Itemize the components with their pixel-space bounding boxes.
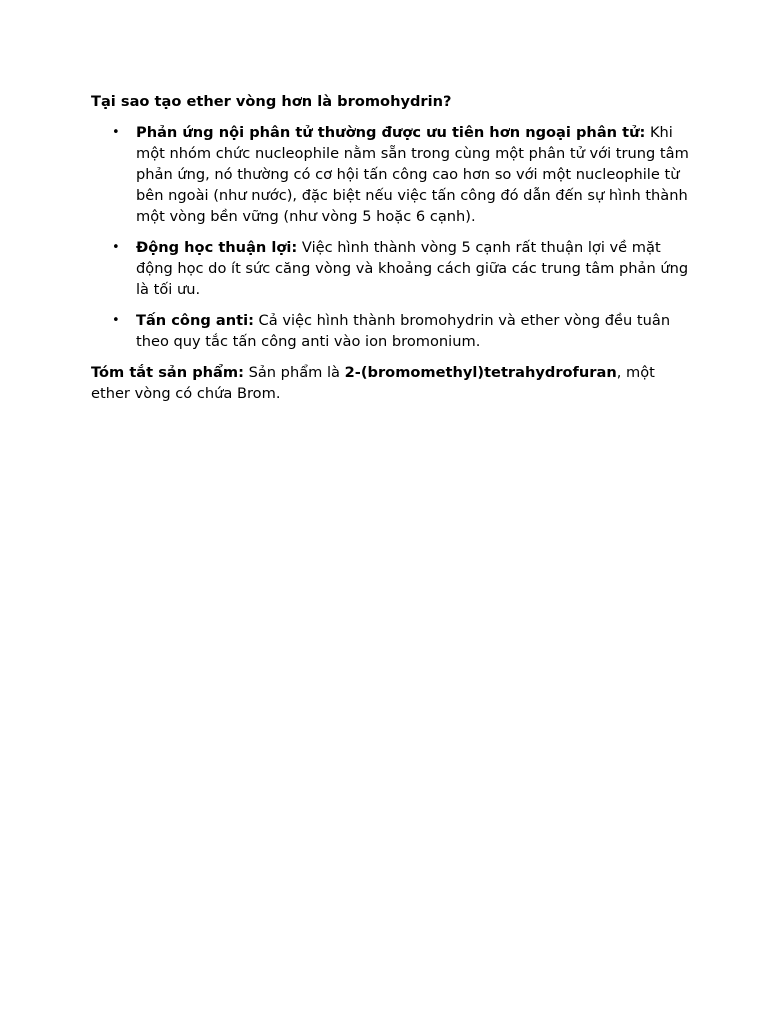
product-name: 2-(bromomethyl)tetrahydrofuran bbox=[344, 364, 617, 381]
bullet-icon: • bbox=[112, 313, 120, 328]
bullet-icon: • bbox=[112, 240, 120, 255]
summary-paragraph bbox=[91, 362, 691, 404]
bullet-text: Cả việc hình thành bromohydrin và ether vòng đều tuân theo quy tắc tấn công anti vào ion bromonium. bbox=[136, 312, 671, 350]
summary-text-before: Sản phẩm là bbox=[243, 364, 345, 381]
bullet-text: Khi một nhóm chức nucleophile nằm sẵn trong cùng một phân tử với trung tâm phản ứng, nó thường có cơ hội tấn công cao hơn so với một nucleophile từ bên ngoài (như nước), đặc biệt nếu việc tấn công đó dẫn đến sự hình thành một vòng bền vững (như vòng 5 hoặc 6 cạnh). bbox=[136, 124, 689, 225]
document-page bbox=[91, 91, 691, 404]
reason-list bbox=[91, 122, 691, 352]
list-item bbox=[91, 310, 691, 352]
bullet-lead: Phản ứng nội phân tử thường được ưu tiên hơn ngoại phân tử: bbox=[136, 124, 646, 141]
section-heading: Tại sao tạo ether vòng hơn là bromohydrin? bbox=[91, 93, 452, 110]
bullet-icon: • bbox=[112, 125, 120, 140]
summary-text-after: , một ether vòng có chứa Brom. bbox=[91, 364, 655, 402]
summary-lead: Tóm tắt sản phẩm: bbox=[91, 364, 244, 381]
bullet-text: Việc hình thành vòng 5 cạnh rất thuận lợi về mặt động học do ít sức căng vòng và khoảng cách giữa các trung tâm phản ứng là tối ưu. bbox=[136, 239, 689, 298]
list-item bbox=[91, 122, 691, 227]
bullet-lead: Động học thuận lợi: bbox=[136, 239, 298, 256]
list-item bbox=[91, 237, 691, 300]
bullet-lead: Tấn công anti: bbox=[136, 312, 254, 329]
